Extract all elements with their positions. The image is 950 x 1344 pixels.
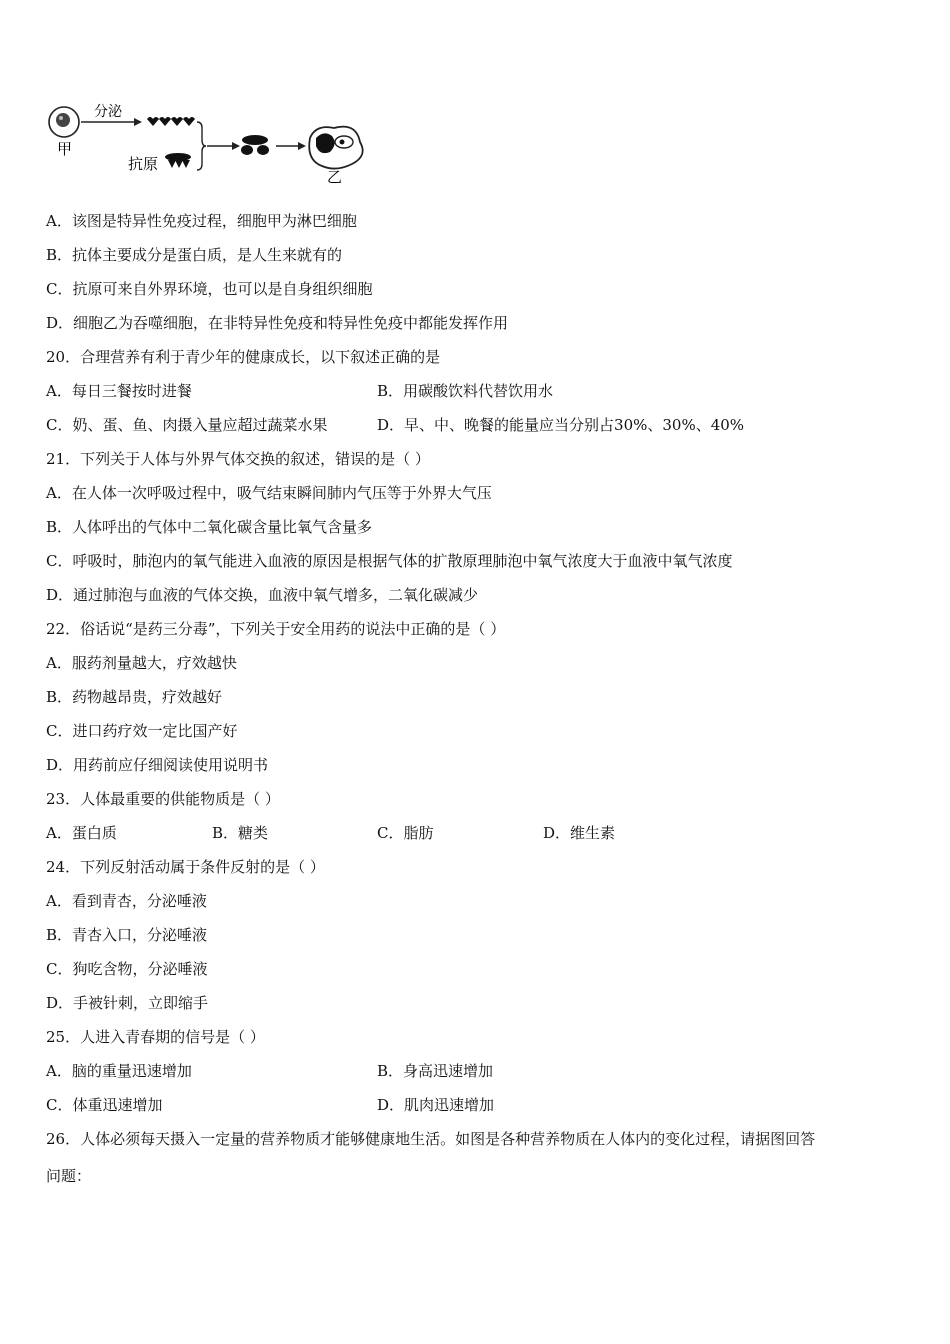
q20-option-d: D．早、中、晚餐的能量应当分别占30%、30%、40% — [377, 416, 745, 434]
q25-option-b: B．身高迅速增加 — [377, 1062, 494, 1080]
q23-option-a: A．蛋白质 — [46, 824, 117, 842]
q21-option-d: D．通过肺泡与血液的气体交换，血液中氧气增多，二氧化碳减少 — [46, 586, 479, 604]
q23-option-c: C．脂肪 — [377, 824, 434, 842]
q20-option-b: B．用碳酸饮料代替饮用水 — [377, 382, 554, 400]
q21-stem: 21．下列关于人体与外界气体交换的叙述，错误的是（ ） — [46, 450, 430, 468]
q22-option-c: C．进口药疗效一定比国产好 — [46, 722, 238, 740]
q22-option-a: A．服药剂量越大，疗效越快 — [46, 654, 237, 672]
q26-stem-line2: 问题： — [46, 1167, 92, 1185]
q23-stem: 23．人体最重要的供能物质是（ ） — [46, 790, 280, 808]
q19-option-c: C．抗原可来自外界环境，也可以是自身组织细胞 — [46, 280, 373, 298]
q24-option-a: A．看到青杏，分泌唾液 — [46, 892, 207, 910]
label-jia: 甲 — [57, 140, 73, 158]
cell-yi — [309, 127, 362, 169]
q20-option-a: A．每日三餐按时进餐 — [46, 382, 192, 400]
antigen-antibody-complex — [241, 135, 269, 155]
q22-option-b: B．药物越昂贵，疗效越好 — [46, 688, 223, 706]
immune-process-diagram — [44, 98, 374, 190]
q25-stem: 25．人进入青春期的信号是（ ） — [46, 1028, 265, 1046]
q24-option-c: C．狗吃含物，分泌唾液 — [46, 960, 208, 978]
q19-option-b: B．抗体主要成分是蛋白质，是人生来就有的 — [46, 246, 343, 264]
label-kangyuan: 抗原 — [128, 155, 159, 173]
q24-option-b: B．青杏入口，分泌唾液 — [46, 926, 208, 944]
antibody-marks — [147, 117, 195, 126]
label-yi: 乙 — [327, 168, 343, 186]
q19-option-d: D．细胞乙为吞噬细胞，在非特异性免疫和特异性免疫中都能发挥作用 — [46, 314, 509, 332]
antigen-shape — [165, 153, 191, 168]
cell-jia — [49, 107, 79, 137]
q21-option-c: C．呼吸时，肺泡内的氧气能进入血液的原因是根据气体的扩散原理肺泡中氧气浓度大于血液中氧气浓度 — [46, 552, 733, 570]
q20-option-c: C．奶、蛋、鱼、肉摄入量应超过蔬菜水果 — [46, 416, 328, 434]
immune-diagram-svg — [44, 98, 374, 190]
q25-option-a: A．脑的重量迅速增加 — [46, 1062, 192, 1080]
q21-option-b: B．人体呼出的气体中二氧化碳含量比氧气含量多 — [46, 518, 373, 536]
q25-option-c: C．体重迅速增加 — [46, 1096, 163, 1114]
q24-option-d: D．手被针刺，立即缩手 — [46, 994, 209, 1012]
q20-stem: 20．合理营养有利于青少年的健康成长，以下叙述正确的是 — [46, 348, 441, 366]
q22-option-d: D．用药前应仔细阅读使用说明书 — [46, 756, 269, 774]
q23-option-d: D．维生素 — [543, 824, 616, 842]
q19-option-a: A．该图是特异性免疫过程，细胞甲为淋巴细胞 — [46, 212, 357, 230]
q23-option-b: B．糖类 — [212, 824, 269, 842]
q21-option-a: A．在人体一次呼吸过程中，吸气结束瞬间肺内气压等于外界大气压 — [46, 484, 492, 502]
q24-stem: 24．下列反射活动属于条件反射的是（ ） — [46, 858, 325, 876]
q26-stem-line1: 26．人体必须每天摄入一定量的营养物质才能够健康地生活。如图是各种营养物质在人体内的变化过程，请据图回答 — [46, 1130, 816, 1148]
q25-option-d: D．肌肉迅速增加 — [377, 1096, 495, 1114]
label-fenmi: 分泌 — [94, 104, 122, 120]
q22-stem: 22．俗话说“是药三分毒”，下列关于安全用药的说法中正确的是（ ） — [46, 620, 506, 638]
